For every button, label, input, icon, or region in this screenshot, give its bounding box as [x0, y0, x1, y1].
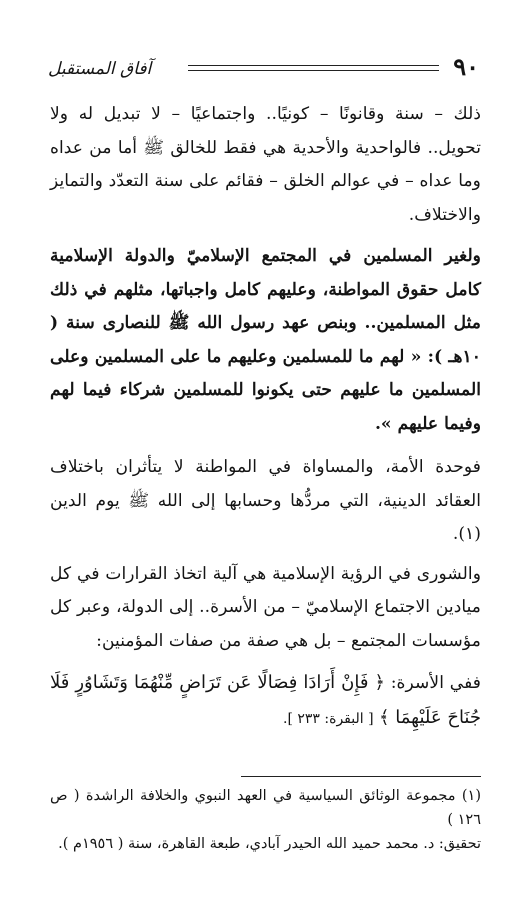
quran-intro: ففي الأسرة:	[390, 673, 481, 693]
footnote-line-2: تحقيق: د. محمد حميد الله الحيدر آبادي، طبعة القاهرة، سنة ( ١٩٥٦م ).	[58, 836, 481, 852]
footnote	[50, 784, 481, 856]
paragraph: والشورى في الرؤية الإسلامية هي آلية اتخاذ القرارات في كل ميادين الاجتماع الإسلاميّ – من الأسرة.. إلى الدولة، وعبر كل مؤسسات المجتمع – بل هي صفة من صفات المؤمنين:	[50, 563, 481, 651]
page-number: ٩٠	[453, 52, 479, 81]
paragraph: فوحدة الأمة، والمساواة في المواطنة لا يتأثران باختلاف العقائد الدينية، التي مردُّها وحسابها إلى الله ﷺ يوم الدين (١).	[50, 457, 481, 544]
paragraph: ذلك – سنة وقانونًا – كونيًا.. واجتماعيًا – لا تبديل له ولا تحويل.. فالواحدية والأحدية هي فقط للخالق ﷺ أما من عداه وما عداه – في عوالم الخلق – فقائم على سنة التعدّد والتمايز والاختلاف.	[50, 104, 481, 225]
quran-paragraph	[50, 666, 481, 736]
footnote-rule	[241, 776, 481, 777]
footnote-line-1: (١) مجموعة الوثائق السياسية في العهد النبوي والخلافة الراشدة ( ص ١٢٦ )	[50, 788, 481, 828]
quran-reference: [ البقرة: ٢٣٣ ].	[283, 710, 374, 727]
header-rule	[188, 65, 439, 71]
quran-verse: ﴿ فَإِنْ أَرَادَا فِصَالًا عَن تَرَاضٍ مِّنْهُمَا وَتَشَاوُرٍ فَلَا جُنَاحَ عَلَيْهِمَا ﴾	[50, 672, 481, 728]
bold-paragraph: ولغير المسلمين في المجتمع الإسلاميّ والدولة الإسلامية كامل حقوق المواطنة، وعليهم كامل واجباتها، مثلهم في ذلك مثل المسلمين.. وبنص عهد رسول الله ﷺ للنصارى سنة ( ١٠هـ ): « لهم ما للمسلمين وعليهم ما على المسلمين وعلى المسلمين ما عليهم حتى يكونوا للمسلمين شركاء فيما لهم وفيما عليهم ».	[50, 246, 481, 434]
page-body	[50, 98, 481, 736]
page-header	[48, 52, 485, 92]
running-title: آفاق المستقبل	[48, 59, 152, 79]
